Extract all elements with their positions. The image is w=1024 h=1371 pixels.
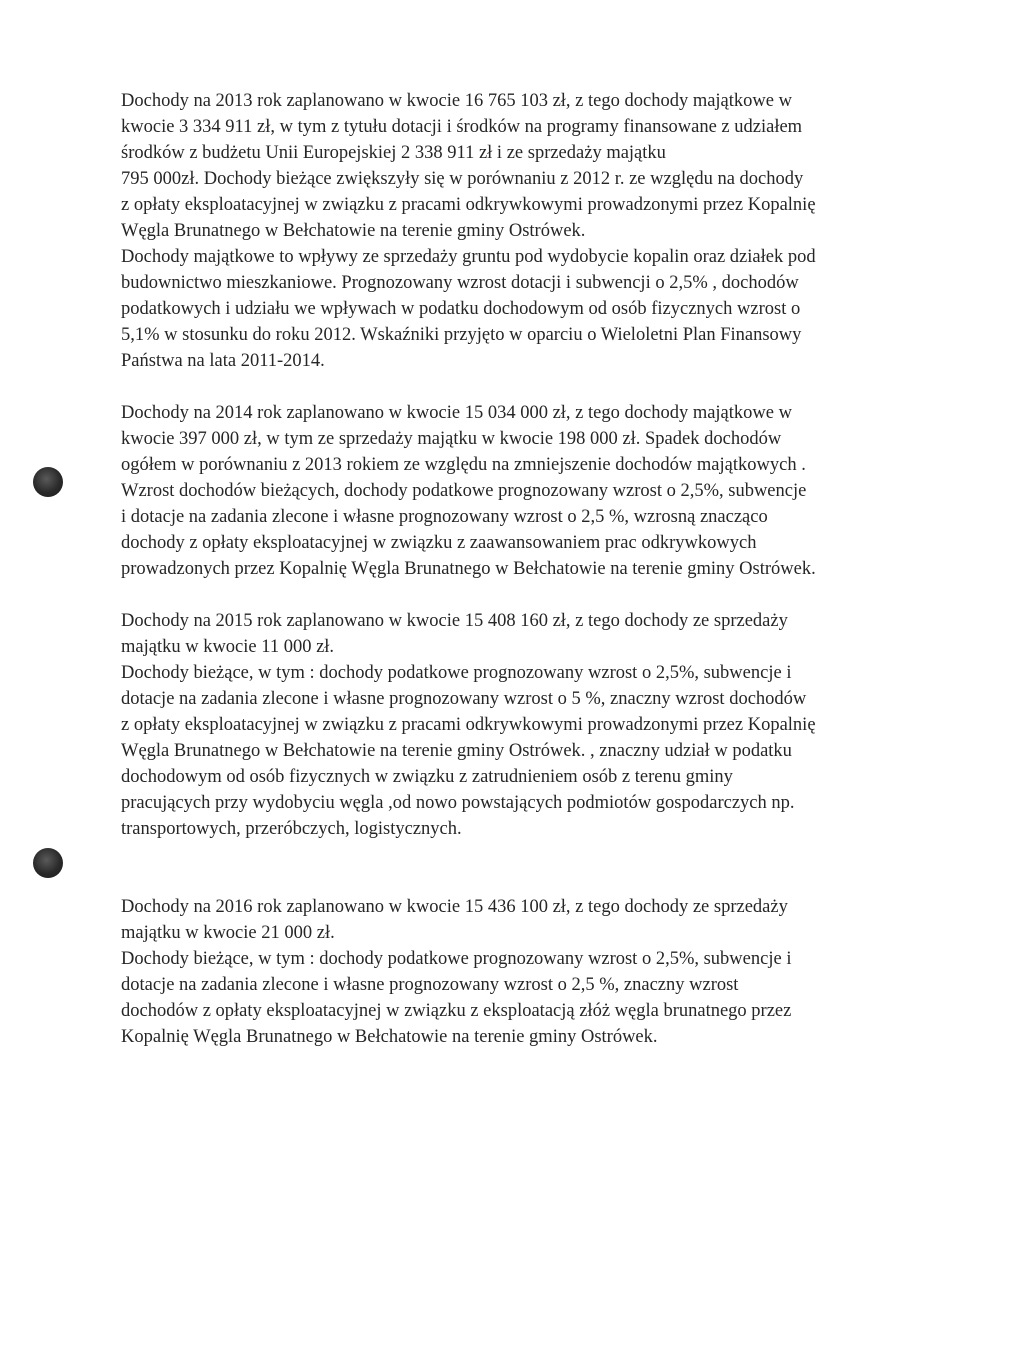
text-line: 5,1% w stosunku do roku 2012. Wskaźniki przyjęto w oparciu o Wieloletni Plan Finansowy	[121, 325, 802, 345]
text-line: z opłaty eksploatacyjnej w związku z pracami odkrywkowymi prowadzonymi przez Kopalnię	[121, 195, 816, 215]
text-line: budownictwo mieszkaniowe. Prognozowany wzrost dotacji i subwencji o 2,5% , dochodów	[121, 273, 799, 293]
text-line: majątku w kwocie 21 000 zł.	[121, 923, 335, 943]
paragraph-2015-revenue	[121, 608, 911, 842]
text-line: kwocie 397 000 zł, w tym ze sprzedaży majątku w kwocie 198 000 zł. Spadek dochodów	[121, 429, 782, 449]
paragraph-2014-revenue	[121, 400, 911, 582]
text-line: kwocie 3 334 911 zł, w tym z tytułu dotacji i środków na programy finansowane z udziałem	[121, 117, 803, 137]
text-line: majątku w kwocie 11 000 zł.	[121, 637, 335, 657]
text-line: Dochody bieżące, w tym : dochody podatkowe prognozowany wzrost o 2,5%, subwencje i	[121, 663, 792, 683]
text-line: Dochody na 2016 rok zaplanowano w kwocie 15 436 100 zł, z tego dochody ze sprzedaży	[121, 897, 788, 917]
text-line: Dochody bieżące, w tym : dochody podatkowe prognozowany wzrost o 2,5%, subwencje i	[121, 949, 792, 969]
text-line: dotacje na zadania zlecone i własne prognozowany wzrost o 5 %, znaczny wzrost dochodów	[121, 689, 807, 709]
text-line: Dochody majątkowe to wpływy ze sprzedaży gruntu pod wydobycie kopalin oraz działek pod	[121, 247, 816, 267]
text-line: ogółem w porównaniu z 2013 rokiem ze względu na zmniejszenie dochodów majątkowych .	[121, 455, 806, 475]
paragraph-2016-revenue	[121, 894, 911, 1050]
paragraph-spacer	[121, 842, 911, 894]
text-line: z opłaty eksploatacyjnej w związku z pracami odkrywkowymi prowadzonymi przez Kopalnię	[121, 715, 816, 735]
text-line: dochodowym od osób fizycznych w związku z zatrudnieniem osób z terenu gminy	[121, 767, 733, 787]
text-line: transportowych, przeróbczych, logistycznych.	[121, 819, 462, 839]
text-line: Dochody na 2014 rok zaplanowano w kwocie 15 034 000 zł, z tego dochody majątkowe w	[121, 403, 792, 423]
text-line: i dotacje na zadania zlecone i własne prognozowany wzrost o 2,5 %, wzrosną znacząco	[121, 507, 768, 527]
text-line: dochody z opłaty eksploatacyjnej w związku z zaawansowaniem prac odkrywkowych	[121, 533, 757, 553]
text-line: dotacje na zadania zlecone i własne prognozowany wzrost o 2,5 %, znaczny wzrost	[121, 975, 739, 995]
paragraph-2013-revenue	[121, 88, 911, 374]
text-line: 795 000zł. Dochody bieżące zwiększyły się w porównaniu z 2012 r. ze względu na dochody	[121, 169, 804, 189]
text-line: podatkowych i udziału we wpływach w podatku dochodowym od osób fizycznych wzrost o	[121, 299, 801, 319]
text-line: Węgla Brunatnego w Bełchatowie na terenie gminy Ostrówek.	[121, 221, 586, 241]
text-line: Dochody na 2015 rok zaplanowano w kwocie 15 408 160 zł, z tego dochody ze sprzedaży	[121, 611, 788, 631]
text-line: środków z budżetu Unii Europejskiej 2 338 911 zł i ze sprzedaży majątku	[121, 143, 666, 163]
punch-hole	[33, 467, 63, 497]
text-line: Państwa na lata 2011-2014.	[121, 351, 325, 371]
document-body	[121, 88, 911, 1050]
text-line: prowadzonych przez Kopalnię Węgla Brunatnego w Bełchatowie na terenie gminy Ostrówek.	[121, 559, 816, 579]
text-line: Dochody na 2013 rok zaplanowano w kwocie 16 765 103 zł, z tego dochody majątkowe w	[121, 91, 792, 111]
text-line: Węgla Brunatnego w Bełchatowie na terenie gminy Ostrówek. , znaczny udział w podatku	[121, 741, 792, 761]
punch-hole	[33, 848, 63, 878]
text-line: dochodów z opłaty eksploatacyjnej w związku z eksploatacją złóż węgla brunatnego przez	[121, 1001, 792, 1021]
text-line: Kopalnię Węgla Brunatnego w Bełchatowie na terenie gminy Ostrówek.	[121, 1027, 658, 1047]
text-line: pracujących przy wydobyciu węgla ,od nowo powstających podmiotów gospodarczych np.	[121, 793, 795, 813]
paragraph-spacer	[121, 582, 911, 608]
text-line: Wzrost dochodów bieżących, dochody podatkowe prognozowany wzrost o 2,5%, subwencje	[121, 481, 807, 501]
paragraph-spacer	[121, 374, 911, 400]
